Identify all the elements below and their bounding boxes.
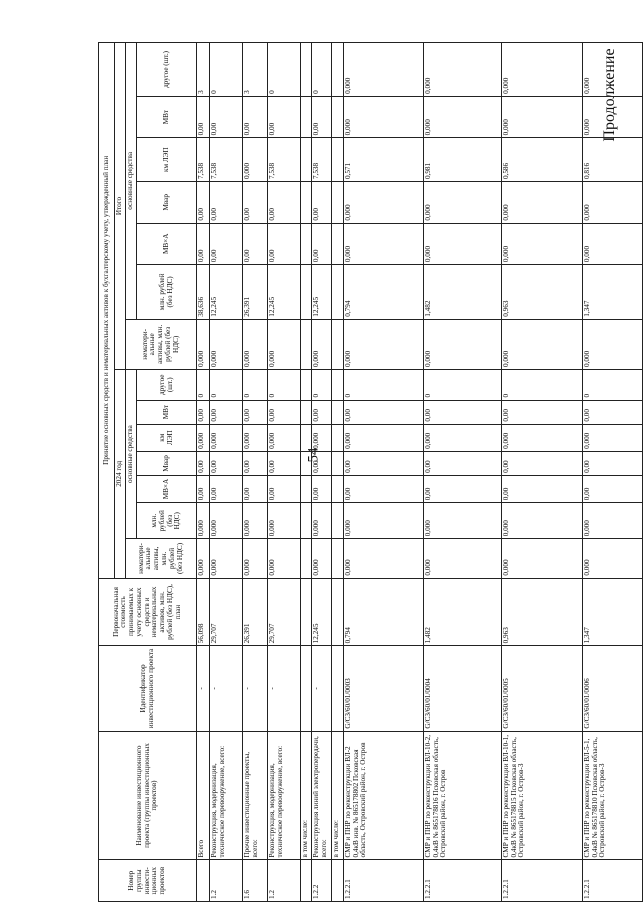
year-value-cell <box>331 539 343 578</box>
total-value-cell: 3 <box>243 43 268 97</box>
project-name-cell: Реконструкция, модернизация, техническое перевооружение, всего: <box>210 731 243 860</box>
year-value-cell: 0,000 <box>423 424 501 451</box>
initial-cost-cell: 1,347 <box>582 578 642 646</box>
year-value-cell: 0 <box>501 369 582 400</box>
header-unit-other: другое (шт.) <box>137 369 197 400</box>
total-value-cell: 0,000 <box>582 319 642 369</box>
total-value-cell: 1,482 <box>423 265 501 320</box>
year-value-cell: 0,000 <box>423 503 501 539</box>
initial-cost-cell: 29,707 <box>268 578 301 646</box>
header-unit-mva: МВ×А <box>137 223 197 265</box>
total-value-cell <box>331 182 343 224</box>
header-unit-mva: МВ×А <box>137 475 197 502</box>
year-value-cell <box>301 503 312 539</box>
total-value-cell: 7,538 <box>210 138 243 182</box>
initial-cost-cell <box>301 578 312 646</box>
year-value-cell: 0 <box>197 369 210 400</box>
year-value-cell: 0 <box>423 369 501 400</box>
header-unit-other: другое (шт.) <box>137 43 197 97</box>
table-row <box>311 43 331 902</box>
year-value-cell: 0 <box>268 369 301 400</box>
header-fixed-assets-total: основные средства <box>126 43 137 320</box>
year-value-cell: 0,00 <box>582 400 642 424</box>
total-value-cell: 0,00 <box>311 182 331 224</box>
table-row <box>501 43 582 902</box>
group-number-cell: 1.2 <box>210 860 243 902</box>
year-value-cell: 0,00 <box>197 475 210 502</box>
project-id-cell: - <box>268 646 301 731</box>
year-value-cell: 0,00 <box>311 451 331 475</box>
total-value-cell: 0 <box>268 43 301 97</box>
project-id-cell: G/C3/60/01/0004 <box>423 646 501 731</box>
total-value-cell: 0,000 <box>501 96 582 138</box>
header-initial-cost: Первоначальная стоимость принимаемых к учету основных средств и нематериальных активов, млн. рублей (без НДС), план <box>99 578 197 646</box>
year-value-cell: 0 <box>210 369 243 400</box>
total-value-cell: 0,000 <box>343 96 423 138</box>
total-value-cell: 7,538 <box>268 138 301 182</box>
initial-cost-cell: 29,707 <box>210 578 243 646</box>
year-value-cell: 0,000 <box>210 503 243 539</box>
year-value-cell: 0,00 <box>501 475 582 502</box>
group-number-cell: 1.2.2.1 <box>343 860 423 902</box>
year-value-cell: 0,00 <box>243 400 268 424</box>
year-value-cell: 0,00 <box>197 400 210 424</box>
year-value-cell: 0,000 <box>501 424 582 451</box>
year-value-cell: 0,000 <box>268 539 301 578</box>
project-name-cell: СМР и ПНР по реконструкции ВЛ-5-1, 0,4кВ № 865178810 Псковская область, Островский район, г. Остров-3 <box>582 731 642 860</box>
total-value-cell <box>331 223 343 265</box>
total-value-cell: 0,000 <box>423 182 501 224</box>
total-value-cell: 0,000 <box>243 138 268 182</box>
total-value-cell: 0,00 <box>243 223 268 265</box>
year-value-cell: 0,000 <box>343 424 423 451</box>
total-value-cell: 0,00 <box>210 182 243 224</box>
header-unit-mvar: Мвар <box>137 182 197 224</box>
total-value-cell: 0,000 <box>343 319 423 369</box>
total-value-cell: 0,794 <box>343 265 423 320</box>
total-value-cell: 0,963 <box>501 265 582 320</box>
table-row <box>582 43 642 902</box>
total-value-cell: 0,571 <box>343 138 423 182</box>
year-value-cell: 0,00 <box>210 400 243 424</box>
total-value-cell: 0,000 <box>582 182 642 224</box>
table-row <box>301 43 312 902</box>
header-unit-mw: МВт <box>137 96 197 138</box>
total-value-cell: 0,00 <box>268 96 301 138</box>
year-value-cell <box>331 475 343 502</box>
table-row <box>243 43 268 902</box>
total-value-cell: 0,000 <box>268 319 301 369</box>
table-row <box>210 43 243 902</box>
year-value-cell: 0,00 <box>343 400 423 424</box>
year-value-cell: 0,000 <box>423 539 501 578</box>
total-value-cell: 0,00 <box>197 223 210 265</box>
table-row <box>331 43 343 902</box>
initial-cost-cell: 12,245 <box>311 578 331 646</box>
total-value-cell: 0,000 <box>501 319 582 369</box>
table-row <box>268 43 301 902</box>
year-value-cell: 0,00 <box>210 451 243 475</box>
year-value-cell: 0,000 <box>311 503 331 539</box>
year-value-cell <box>331 503 343 539</box>
total-value-cell: 0 <box>210 43 243 97</box>
year-value-cell: 0,000 <box>197 539 210 578</box>
initial-cost-cell: 26,391 <box>243 578 268 646</box>
year-value-cell: 0,000 <box>243 424 268 451</box>
project-name-cell: в том числе: <box>331 731 343 860</box>
year-value-cell: 0,00 <box>311 400 331 424</box>
table-row <box>197 43 210 902</box>
total-value-cell: 0,00 <box>311 96 331 138</box>
total-value-cell: 0,00 <box>243 96 268 138</box>
total-value-cell: 0,000 <box>343 223 423 265</box>
total-value-cell: 7,538 <box>311 138 331 182</box>
project-id-cell: G/C3/60/01/0005 <box>501 646 582 731</box>
year-value-cell: 0,00 <box>501 400 582 424</box>
total-value-cell: 0,00 <box>268 223 301 265</box>
total-value-cell: 0,000 <box>501 43 582 97</box>
total-value-cell: 0,00 <box>311 223 331 265</box>
year-value-cell: 0,00 <box>423 475 501 502</box>
year-value-cell <box>331 451 343 475</box>
total-value-cell: 0,00 <box>197 182 210 224</box>
project-id-cell <box>301 646 312 731</box>
year-value-cell <box>301 539 312 578</box>
year-value-cell: 0,000 <box>268 424 301 451</box>
year-value-cell <box>331 400 343 424</box>
year-value-cell: 0,000 <box>210 424 243 451</box>
total-value-cell: 7,538 <box>197 138 210 182</box>
year-value-cell: 0,00 <box>243 475 268 502</box>
header-total: Итого <box>115 43 126 370</box>
group-number-cell: 1.2.2.1 <box>423 860 501 902</box>
total-value-cell: 0,00 <box>268 182 301 224</box>
continuation-label: Продолжение <box>601 48 618 142</box>
header-acceptance: Принятие основных средств и нематериальных активов к бухгалтерскому учету, утвержденный план <box>99 43 115 579</box>
total-value-cell: 0,000 <box>582 223 642 265</box>
table-row <box>423 43 501 902</box>
year-value-cell <box>301 400 312 424</box>
total-value-cell <box>331 43 343 97</box>
total-value-cell <box>301 43 312 97</box>
year-value-cell <box>301 451 312 475</box>
total-value-cell: 0,000 <box>423 43 501 97</box>
year-value-cell: 0 <box>343 369 423 400</box>
initial-cost-cell <box>331 578 343 646</box>
group-number-cell: 1.6 <box>243 860 268 902</box>
header-intangible-total: нематери-альные активы, млн. рублей (без НДС) <box>126 319 197 369</box>
total-value-cell: 0,000 <box>343 182 423 224</box>
total-value-cell: 0,000 <box>501 182 582 224</box>
project-name-cell: Всего <box>197 731 210 860</box>
header-project-name: Наименование инвестиционного проекта (группы инвестиционных проектов) <box>99 731 197 860</box>
year-value-cell: 0,000 <box>501 503 582 539</box>
project-name-cell: в том числе: <box>301 731 312 860</box>
project-id-cell: G/C3/60/01/0003 <box>343 646 423 731</box>
year-value-cell: 0,00 <box>197 451 210 475</box>
project-name-cell: СМР и ПНР по реконструкции ВЛ-2 0,4кВ инв. № 865178802 Псковская область, Островский район, г. Остров <box>343 731 423 860</box>
total-value-cell: 0,000 <box>423 319 501 369</box>
project-id-cell: - <box>210 646 243 731</box>
header-unit-mln-rub: млн. рублей (без НДС) <box>137 503 197 539</box>
year-value-cell: 0,00 <box>343 451 423 475</box>
year-value-cell: 0,000 <box>210 539 243 578</box>
year-value-cell: 0,000 <box>582 539 642 578</box>
table-row <box>343 43 423 902</box>
project-name-cell: СМР и ПНР по реконструкции ВЛ-10-1, 0,4кВ № 865178815 Псковская область, Островский район, г. Остров-3 <box>501 731 582 860</box>
year-value-cell: 0,000 <box>268 503 301 539</box>
year-value-cell <box>331 424 343 451</box>
year-value-cell: 0,000 <box>501 539 582 578</box>
year-value-cell: 0,00 <box>311 475 331 502</box>
total-value-cell: 0,000 <box>582 96 642 138</box>
table-body <box>197 43 643 902</box>
year-value-cell: 0,00 <box>423 400 501 424</box>
group-number-cell <box>331 860 343 902</box>
initial-cost-cell: 0,963 <box>501 578 582 646</box>
year-value-cell: 0,000 <box>582 503 642 539</box>
header-project-id: Идентификатор инвестиционного проекта <box>99 646 197 731</box>
total-value-cell: 0,000 <box>582 43 642 97</box>
header-group-number: Номер группы инвести-ционных проектов <box>99 860 197 902</box>
group-number-cell: 1.2.2.1 <box>501 860 582 902</box>
year-value-cell: 0,000 <box>311 424 331 451</box>
year-value-cell: 0,00 <box>501 451 582 475</box>
investment-table <box>98 42 643 902</box>
total-value-cell: 26,391 <box>243 265 268 320</box>
year-value-cell: 0,000 <box>197 424 210 451</box>
year-value-cell: 0,000 <box>343 539 423 578</box>
total-value-cell <box>301 223 312 265</box>
total-value-cell: 0,816 <box>582 138 642 182</box>
total-value-cell: 3 <box>197 43 210 97</box>
total-value-cell: 0,00 <box>243 182 268 224</box>
project-id-cell: - <box>243 646 268 731</box>
total-value-cell: 0,586 <box>501 138 582 182</box>
total-value-cell <box>301 182 312 224</box>
project-id-cell: - <box>197 646 210 731</box>
total-value-cell: 0,000 <box>311 319 331 369</box>
year-value-cell: 0,00 <box>268 400 301 424</box>
header-year: 2024 год <box>115 369 126 578</box>
investment-table-container <box>98 42 607 902</box>
group-number-cell <box>197 860 210 902</box>
total-value-cell: 0,00 <box>210 96 243 138</box>
group-number-cell: 1.2 <box>268 860 301 902</box>
year-value-cell <box>331 369 343 400</box>
year-value-cell: 0 <box>243 369 268 400</box>
year-value-cell: 0,00 <box>243 451 268 475</box>
group-number-cell: 1.2.2 <box>311 860 331 902</box>
year-value-cell: 0,000 <box>197 503 210 539</box>
total-value-cell: 0,000 <box>243 319 268 369</box>
total-value-cell: 12,245 <box>311 265 331 320</box>
initial-cost-cell: 1,482 <box>423 578 501 646</box>
year-value-cell: 0,000 <box>311 539 331 578</box>
total-value-cell: 0,00 <box>210 223 243 265</box>
year-value-cell: 0,000 <box>243 539 268 578</box>
page-number: 54 <box>305 447 322 463</box>
header-unit-km: км ЛЭП <box>137 138 197 182</box>
year-value-cell <box>301 424 312 451</box>
group-number-cell <box>301 860 312 902</box>
total-value-cell: 0,000 <box>423 223 501 265</box>
year-value-cell: 0,000 <box>343 503 423 539</box>
project-name-cell: Реконструкция линий электропередачи, всего: <box>311 731 331 860</box>
total-value-cell <box>331 138 343 182</box>
project-name-cell: СМР и ПНР по реконструкции ВЛ-10-2, 0,4кВ № 865178816 Псковская область, Островский район, г. Остров <box>423 731 501 860</box>
header-unit-mvar: Мвар <box>137 451 197 475</box>
project-id-cell <box>331 646 343 731</box>
total-value-cell: 38,636 <box>197 265 210 320</box>
year-value-cell: 0,00 <box>582 451 642 475</box>
group-number-cell: 1.2.2.1 <box>582 860 642 902</box>
year-value-cell: 0 <box>582 369 642 400</box>
header-unit-mln-rub: млн. рублей (без НДС) <box>137 265 197 320</box>
project-name-cell: Прочие инвестиционные проекты, всего: <box>243 731 268 860</box>
project-name-cell: Реконструкция, модернизация, техническое перевооружение, всего: <box>268 731 301 860</box>
total-value-cell: 0,981 <box>423 138 501 182</box>
header-unit-mw: МВт <box>137 400 197 424</box>
total-value-cell: 0,000 <box>343 43 423 97</box>
total-value-cell: 0,000 <box>423 96 501 138</box>
year-value-cell: 0,00 <box>582 475 642 502</box>
year-value-cell: 0,00 <box>210 475 243 502</box>
year-value-cell <box>301 475 312 502</box>
total-value-cell: 0,00 <box>197 96 210 138</box>
year-value-cell: 0 <box>311 369 331 400</box>
project-id-cell: - <box>311 646 331 731</box>
total-value-cell: 0,000 <box>197 319 210 369</box>
year-value-cell: 0,000 <box>243 503 268 539</box>
table-viewport <box>98 42 607 902</box>
year-value-cell: 0,00 <box>343 475 423 502</box>
total-value-cell <box>331 265 343 320</box>
total-value-cell: 0,000 <box>210 319 243 369</box>
total-value-cell <box>331 96 343 138</box>
header-unit-km: км ЛЭП <box>137 424 197 451</box>
total-value-cell <box>301 96 312 138</box>
total-value-cell <box>301 265 312 320</box>
year-value-cell: 0,00 <box>268 451 301 475</box>
header-fixed-assets-year: основные средства <box>126 369 137 538</box>
total-value-cell: 12,245 <box>210 265 243 320</box>
total-value-cell <box>301 319 312 369</box>
initial-cost-cell: 56,098 <box>197 578 210 646</box>
total-value-cell <box>301 138 312 182</box>
year-value-cell: 0,00 <box>423 451 501 475</box>
year-value-cell: 0,00 <box>268 475 301 502</box>
header-intangible-year: нематери-альные активы, млн. рублей (без НДС) <box>126 539 197 578</box>
year-value-cell: 0,000 <box>582 424 642 451</box>
total-value-cell: 0 <box>311 43 331 97</box>
year-value-cell <box>301 369 312 400</box>
initial-cost-cell: 0,794 <box>343 578 423 646</box>
total-value-cell: 0,000 <box>501 223 582 265</box>
project-id-cell: G/C3/60/01/0006 <box>582 646 642 731</box>
total-value-cell: 1,347 <box>582 265 642 320</box>
total-value-cell <box>331 319 343 369</box>
total-value-cell: 12,245 <box>268 265 301 320</box>
